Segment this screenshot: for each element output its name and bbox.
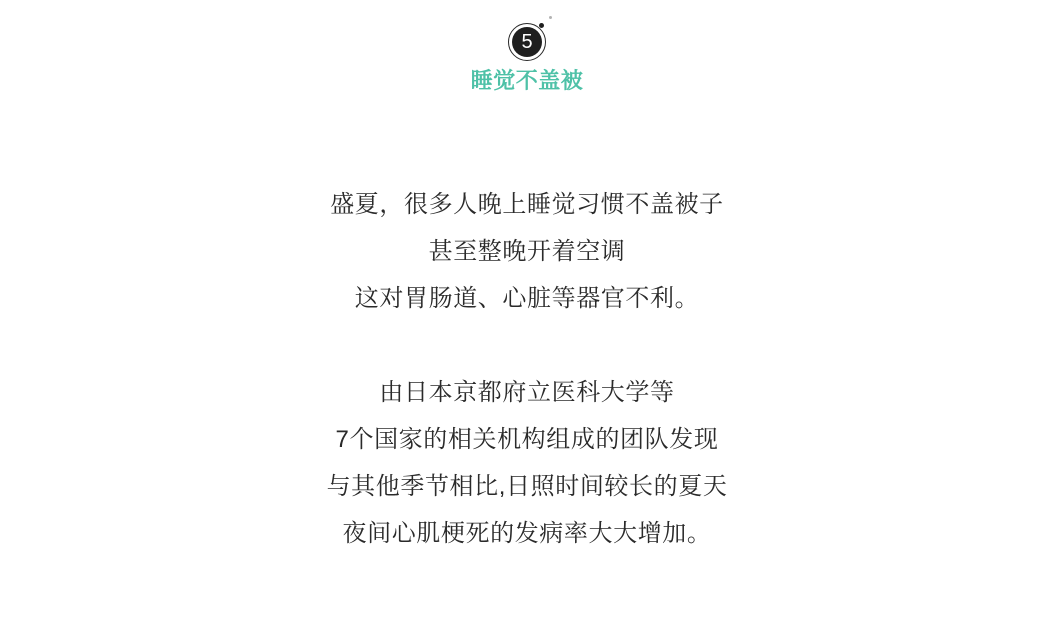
step-number: 5 (521, 30, 533, 53)
section-title: 睡觉不盖被 (470, 68, 584, 93)
text-line: 由日本京都府立医科大学等 (379, 379, 675, 406)
paragraph-intro (0, 181, 1054, 322)
text-line: 甚至整晚开着空调 (428, 238, 626, 265)
decorative-small-dot-icon (549, 16, 552, 19)
step-badge (508, 23, 546, 61)
text-line: 7个国家的相关机构组成的团队发现 (335, 426, 719, 453)
text-line: 这对胃肠道、心脏等器官不利。 (354, 285, 700, 312)
paragraph-research (0, 369, 1054, 557)
text-line: 夜间心肌梗死的发病率大大增加。 (342, 520, 712, 547)
text-line: 盛夏，很多人晚上睡觉习惯不盖被子 (330, 191, 724, 218)
step-badge-ring (508, 23, 546, 61)
decorative-dot-icon (539, 23, 544, 28)
article-page (0, 23, 1054, 618)
step-badge-circle (512, 27, 542, 57)
text-line: 与其他季节相比,日照时间较长的夏天 (326, 473, 728, 500)
